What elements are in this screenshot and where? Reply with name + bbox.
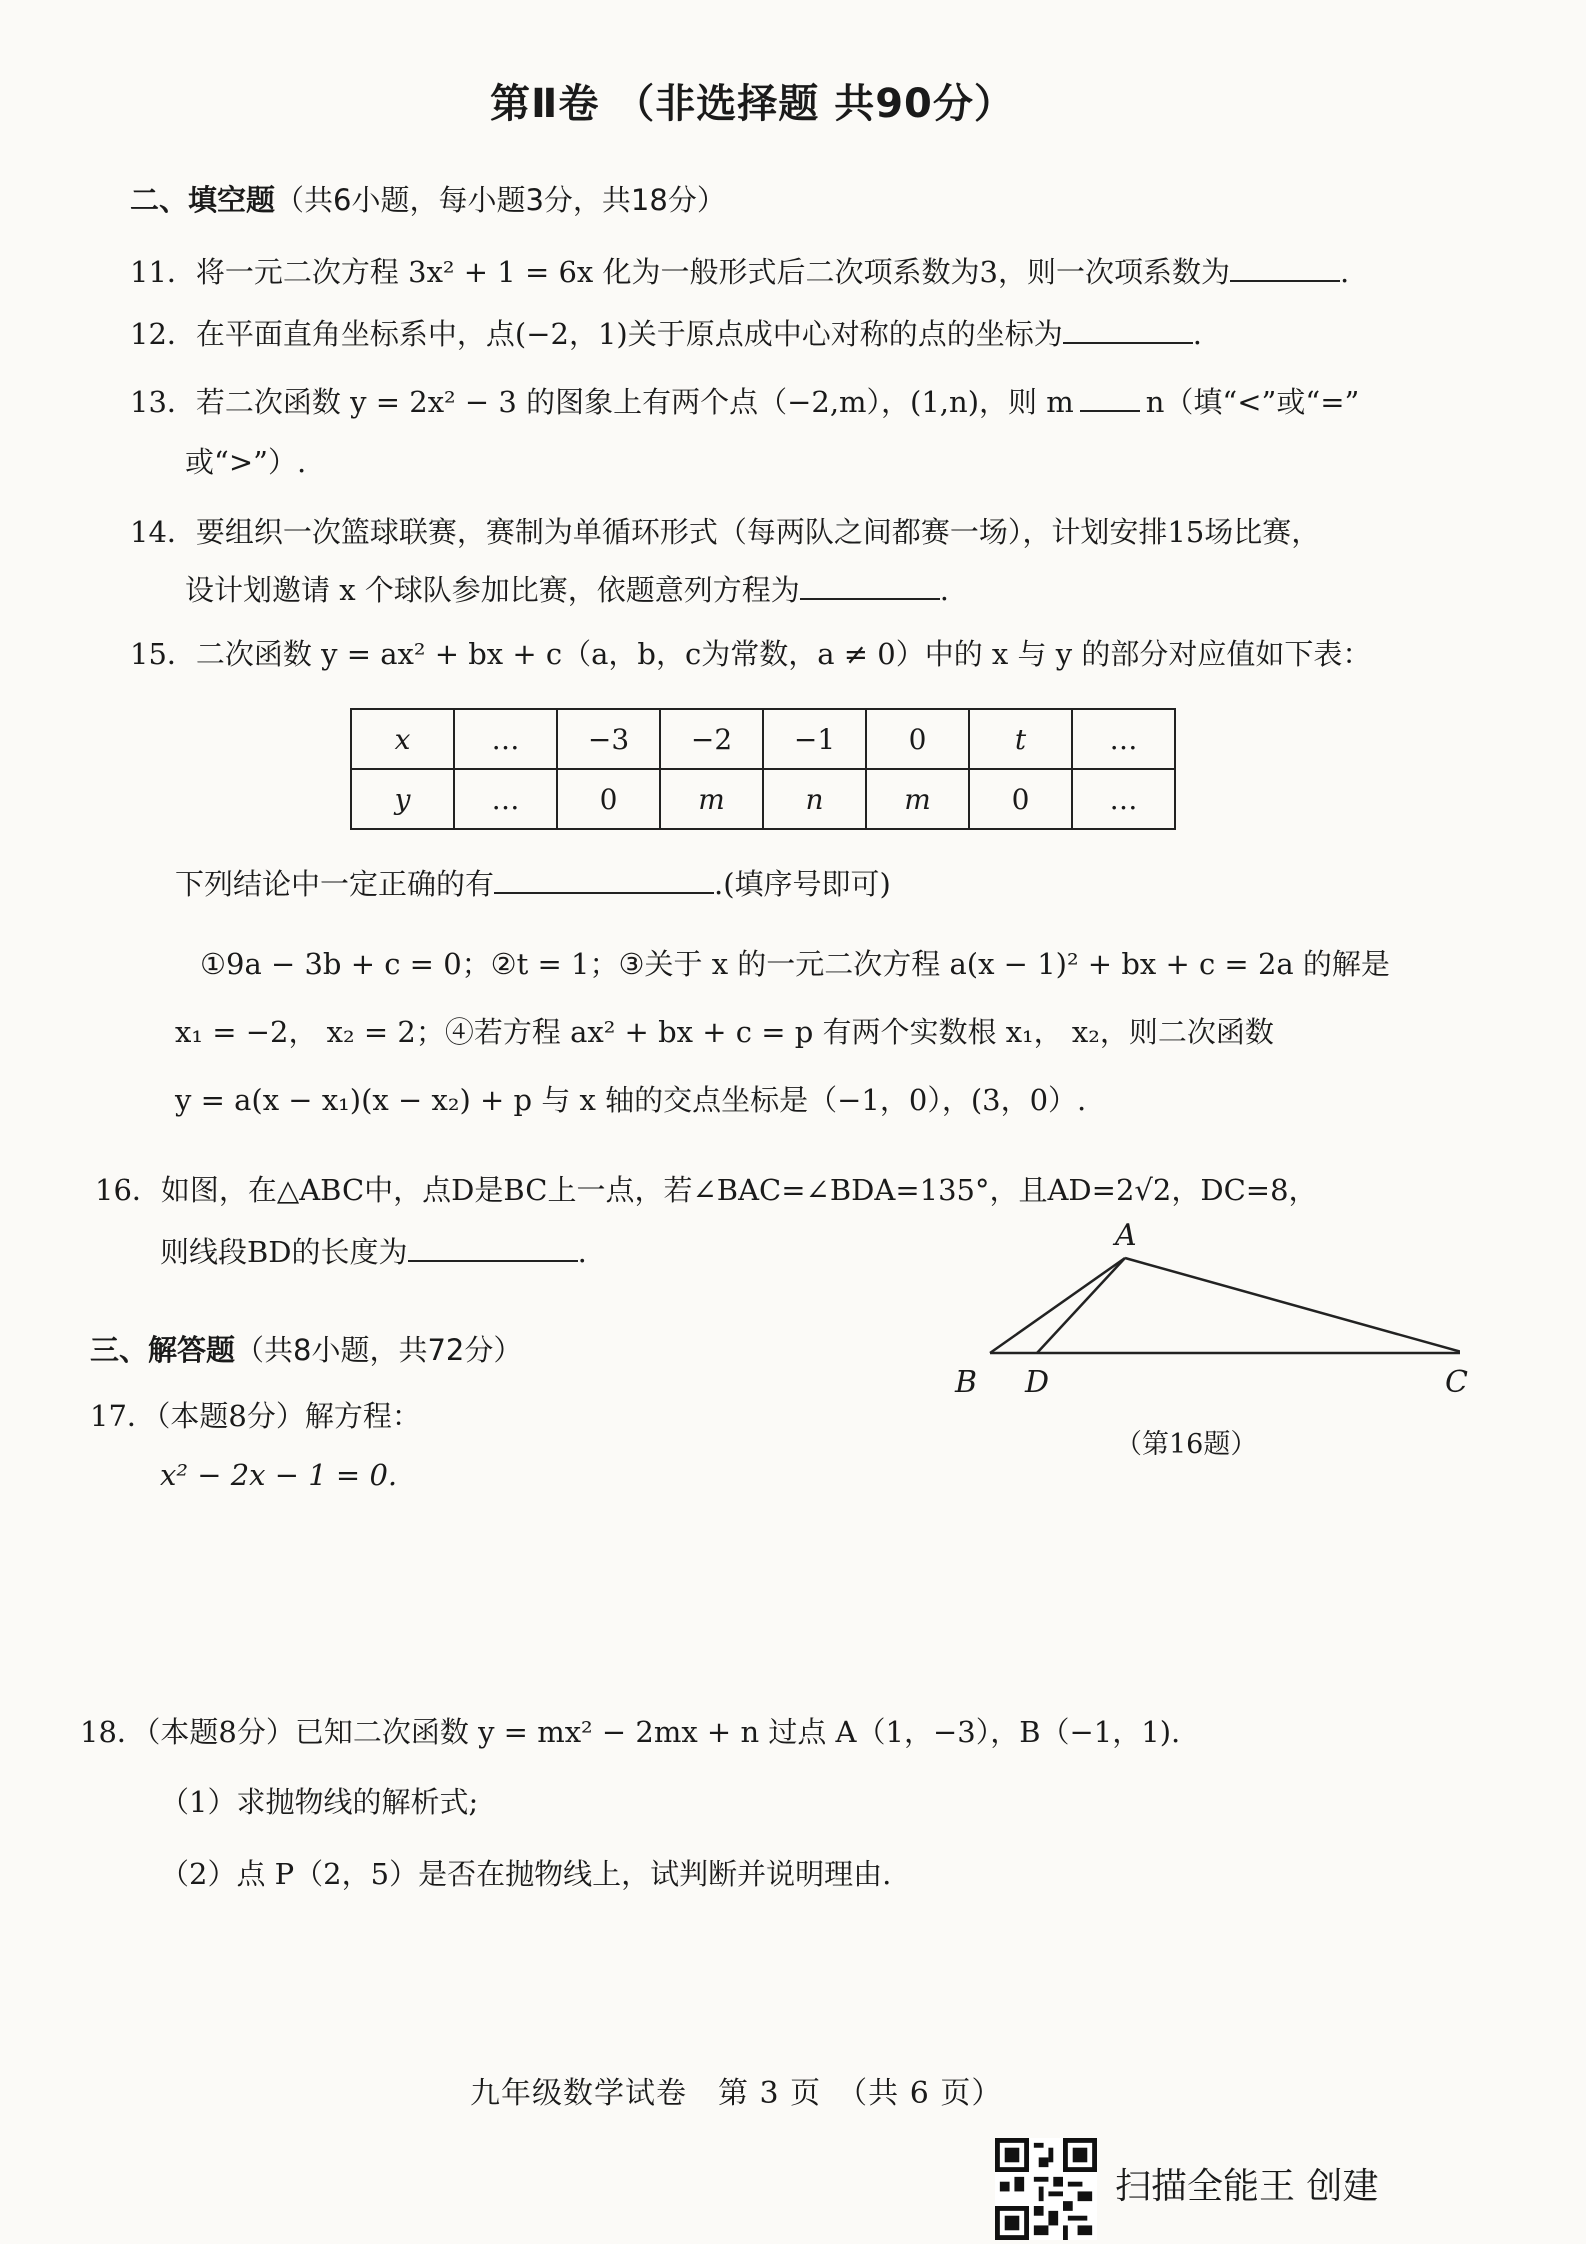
answer-blank-14 (800, 574, 940, 600)
section-fill-blank-label: 二、填空题 (130, 183, 276, 217)
qr-code-icon (995, 2138, 1097, 2240)
table-cell: 0 (557, 769, 660, 829)
table-cell: −3 (557, 709, 660, 769)
answer-blank-15 (494, 868, 714, 894)
question-18-part1: （1）求抛物线的解析式; (160, 1785, 479, 1819)
question-15-intro: 15．二次函数 y = ax² + bx + c（a，b，c为常数，a ≠ 0）中的 x 与 y 的部分对应值如下表： (130, 637, 1372, 671)
question-18-part2: （2）点 P（2，5）是否在抛物线上，试判断并说明理由. (160, 1857, 892, 1891)
table-cell: … (454, 769, 557, 829)
answer-blank-13 (1080, 386, 1140, 412)
figure-label-d: D (1025, 1365, 1050, 1400)
figure-label-a: A (1115, 1218, 1137, 1253)
question-16-line2: 则线段BD的长度为 . (160, 1235, 587, 1269)
table-cell: … (1072, 709, 1175, 769)
question-16-text: 则线段BD的长度为 (160, 1235, 408, 1269)
question-11-text: 11．将一元二次方程 3x² + 1 = 6x 化为一般形式后二次项系数为3，则一次项系数为 (130, 255, 1230, 289)
table-cell: m (660, 769, 763, 829)
question-15-option-line3: y = a(x − x₁)(x − x₂) + p 与 x 轴的交点坐标是（−1，0），(3，0）. (175, 1083, 1087, 1117)
question-14-text: 设计划邀请 x 个球队参加比赛，依题意列方程为 (185, 573, 800, 607)
section-answer-heading (90, 1328, 522, 1369)
question-13-text-b: n（填“<”或“=” (1145, 385, 1360, 419)
question-18-heading: 18．（本题8分）已知二次函数 y = mx² − 2mx + n 过点 A（1，−3），B（−1，1). (80, 1715, 1181, 1749)
segment-ab (990, 1258, 1125, 1353)
section-fill-blank-note: （共6小题，每小题3分，共18分） (275, 183, 726, 217)
triangle-figure (940, 1228, 1460, 1398)
page-title: 第Ⅱ卷 （非选择题 共90分） (490, 81, 1015, 127)
table-cell: −2 (660, 709, 763, 769)
question-17-heading: 17．（本题8分）解方程： (90, 1399, 421, 1433)
table-row-y (351, 769, 1175, 829)
figure-label-b: B (955, 1365, 978, 1400)
segment-ad (1037, 1258, 1125, 1353)
table-row-x (351, 709, 1175, 769)
question-12-text: 12．在平面直角坐标系中，点(−2，1)关于原点成中心对称的点的坐标为 (130, 317, 1063, 351)
table-cell: m (866, 769, 969, 829)
question-12: 12．在平面直角坐标系中，点(−2，1)关于原点成中心对称的点的坐标为 . (130, 317, 1202, 351)
question-17-equation: x² − 2x − 1 = 0. (160, 1458, 398, 1492)
question-15-prompt (175, 862, 891, 903)
table-cell: x (351, 709, 454, 769)
question-14-line2: 设计划邀请 x 个球队参加比赛，依题意列方程为 . (185, 573, 950, 607)
question-15-option-line1: ①9a − 3b + c = 0；②t = 1；③关于 x 的一元二次方程 a(x − 1)² + bx + c = 2a 的解是 (200, 947, 1390, 981)
table-cell: n (763, 769, 866, 829)
table-cell: y (351, 769, 454, 829)
table-cell: … (1072, 769, 1175, 829)
question-11: 11．将一元二次方程 3x² + 1 = 6x 化为一般形式后二次项系数为3，则一次项系数为 . (130, 255, 1350, 289)
table-cell: t (969, 709, 1072, 769)
figure-caption: （第16题） (1115, 1429, 1258, 1460)
page-footer: 九年级数学试卷 第 3 页 （共 6 页） (470, 2076, 1003, 2111)
section-answer-note: （共8小题，共72分） (235, 1333, 523, 1367)
value-table (350, 708, 1176, 830)
figure-label-c: C (1445, 1365, 1468, 1400)
answer-blank-16 (408, 1236, 578, 1262)
question-13 (130, 380, 1359, 421)
answer-blank-12 (1063, 318, 1193, 344)
scanner-watermark: 扫描全能王 创建 (1115, 2166, 1379, 2207)
question-13-cont: 或“>”）. (185, 445, 307, 479)
segment-ac (1125, 1258, 1460, 1353)
question-16-line1: 16．如图，在△ABC中，点D是BC上一点，若∠BAC=∠BDA=135°，且AD=2√2，DC=8， (95, 1173, 1318, 1207)
table-cell: 0 (969, 769, 1072, 829)
question-15-prompt-text: 下列结论中一定正确的有 (175, 867, 495, 901)
question-15-option-line2: x₁ = −2， x₂ = 2；④若方程 ax² + bx + c = p 有两个实数根 x₁， x₂，则二次函数 (175, 1015, 1274, 1049)
section-fill-blank-heading (130, 178, 726, 219)
table-cell: −1 (763, 709, 866, 769)
question-14-line1: 14．要组织一次篮球联赛，赛制为单循环形式（每两队之间都赛一场），计划安排15场比赛， (130, 515, 1321, 549)
answer-blank-11 (1230, 256, 1340, 282)
table-cell: … (454, 709, 557, 769)
question-15-prompt-tail: .(填序号即可) (714, 867, 891, 901)
question-13-text: 13．若二次函数 y = 2x² − 3 的图象上有两个点（−2,m），(1,n)，则 m (130, 385, 1074, 419)
section-answer-label: 三、解答题 (90, 1333, 236, 1367)
table-cell: 0 (866, 709, 969, 769)
